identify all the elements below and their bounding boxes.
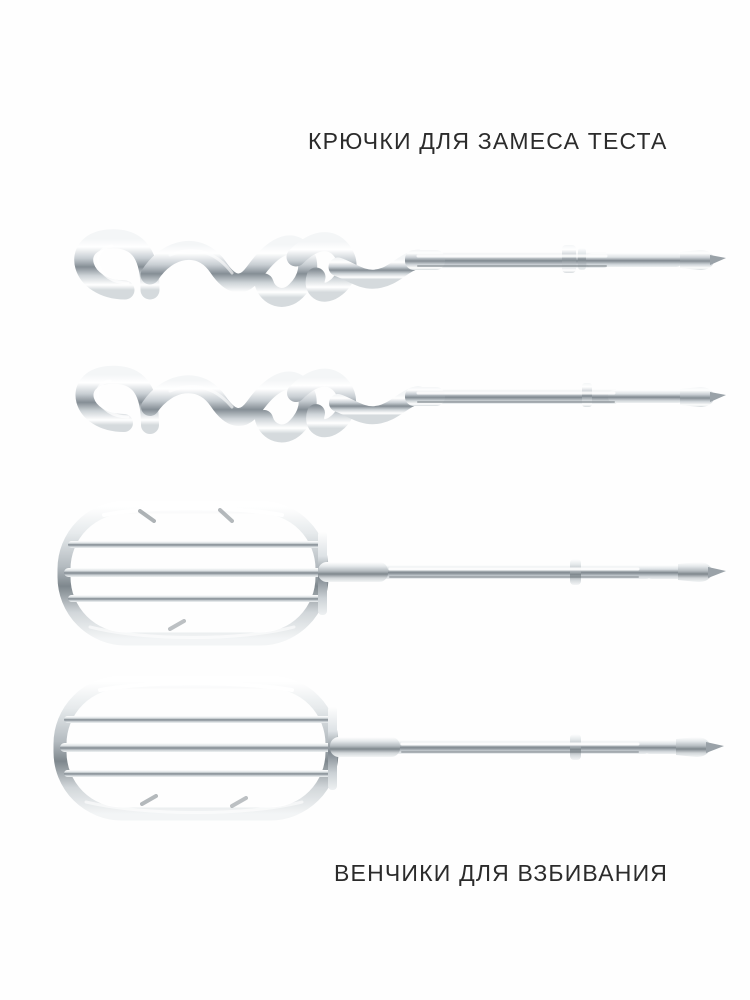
caption-dough-hooks: КРЮЧКИ ДЛЯ ЗАМЕСА ТЕСТА xyxy=(308,128,668,154)
beater-1-body xyxy=(50,495,730,655)
beater-2-body xyxy=(46,670,726,830)
dough-hook-1-body xyxy=(50,205,730,315)
dough-hook-2-body xyxy=(48,345,728,455)
caption-whisks: ВЕНЧИКИ ДЛЯ ВЗБИВАНИЯ xyxy=(334,860,669,886)
